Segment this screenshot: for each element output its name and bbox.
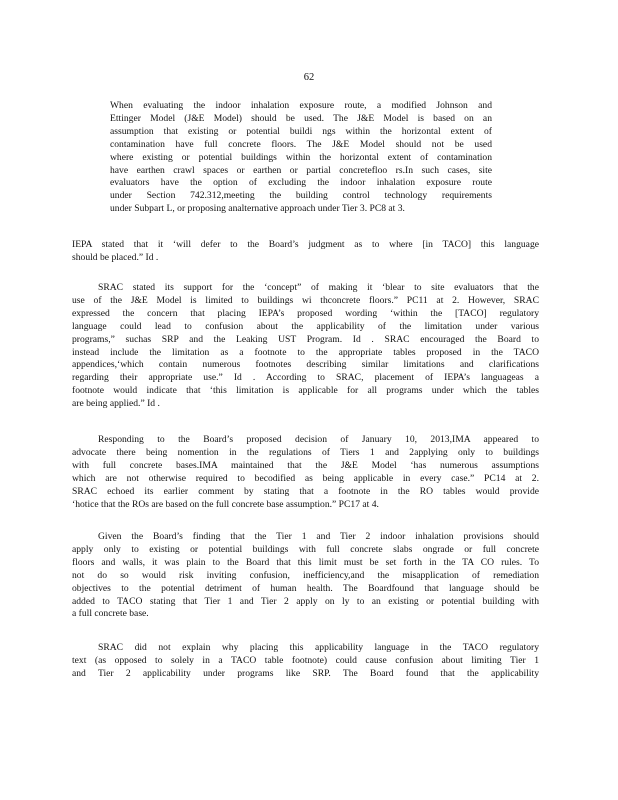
paragraph-board-finding [72, 531, 539, 621]
text-line: under Subpart L, or proposing analternative approach under Tier 3. PC8 at 3. [110, 203, 405, 215]
text-line: have earthen crawl spaces or earthen or partial concretefloo rs.In such cases, site [110, 164, 492, 176]
text-line: apply only to existing or potential buildings with full concrete slabs ongrade or full concrete [72, 543, 539, 555]
text-line: footnote would indicate that ‘this limitation is applicable for all programs under which the tables [72, 385, 539, 397]
text-line: Given the Board’s finding that the Tier 1 and Tier 2 indoor inhalation provisions should [98, 531, 539, 542]
text-line: appendices,‘which contain numerous footnotes describing similar limitations and clarifications [72, 359, 539, 371]
text-line: assumption that existing or potential buildi ngs within the horizontal extent of [110, 125, 492, 137]
text-line: and Tier 2 applicability under programs like SRP. The Board found that the applicability [72, 667, 539, 679]
text-line: Responding to the Board’s proposed decision of January 10, 2013,IMA appeared to [98, 434, 539, 445]
text-line: floors and walls, it was plain to the Board that this limit must be set forth in the TA CO rules. To [72, 556, 539, 568]
text-line: SRAC echoed its earlier comment by stating that a footnote in the RO tables would provide [72, 485, 539, 497]
text-line: with full concrete bases.IMA maintained that the J&E Model ‘has numerous assumptions [72, 459, 539, 471]
text-line: objectives to the potential detriment of human health. The Boardfound that language should be [72, 582, 539, 594]
text-line: use of the J&E Model is limited to buildings wi thconcrete floors.” PC11 at 2. However, SRAC [72, 294, 539, 306]
text-line: Ettinger Model (J&E Model) should be used. The J&E Model is based on an [110, 112, 492, 124]
paragraph-iepa-statement [72, 239, 539, 265]
text-line: ‘hotice that the ROs are based on the full concrete base assumption.” PC17 at 4. [72, 498, 379, 510]
text-line: SRAC did not explain why placing this applicability language in the TACO regulatory [98, 642, 539, 653]
text-line: IEPA stated that it ‘will defer to the Board’s judgment as to where [in TACO] this language [72, 239, 539, 250]
text-line: added to TACO stating that Tier 1 and Tier 2 apply on ly to an existing or potential building with [72, 595, 539, 607]
block-quote [110, 100, 492, 216]
text-line: a full concrete base. [72, 608, 149, 620]
text-line: When evaluating the indoor inhalation exposure route, a modified Johnson and [110, 100, 492, 111]
text-line: programs,” suchas SRP and the Leaking UST Program. Id . SRAC encouraged the Board to [72, 333, 539, 345]
text-line: contamination have full concrete floors. The J&E Model should not be used [110, 138, 492, 150]
text-line: are being applied.” Id . [72, 398, 160, 410]
text-line: where existing or potential buildings within the horizontal extent of contamination [110, 151, 492, 163]
text-line: evaluators have the option of excluding the indoor inhalation exposure route [110, 177, 492, 189]
text-line: SRAC stated its support for the ‘concept” of making it ‘blear to site evaluators that the [98, 282, 539, 293]
paragraph-srac-support [72, 282, 539, 411]
text-line: expressed the concern that placing IEPA’s proposed wording ‘within the [TACO] regulatory [72, 307, 539, 319]
text-line: language could lead to confusion about the applicability of the limitation under various [72, 320, 539, 332]
text-line: instead include the limitation as a footnote to the appropriate tables proposed in the TACO [72, 346, 539, 358]
paragraph-responding [72, 434, 539, 511]
page-number: 62 [303, 72, 315, 83]
text-line: under Section 742.312,meeting the building control technology requirements [110, 190, 492, 202]
paragraph-srac-explanation [72, 642, 539, 681]
text-line: which are not otherwise required to becodified as being applicable in every case.” PC14 at 2. [72, 472, 539, 484]
text-line: not do so would risk inviting confusion, inefficiency,and the misapplication of remediation [72, 569, 539, 581]
text-line: text (as opposed to solely in a TACO table footnote) could cause confusion about limiting Tier 1 [72, 654, 539, 666]
text-line: advocate there being nomention in the regulations of Tiers 1 and 2applying only to buildings [72, 446, 539, 458]
text-line: should be placed.” Id . [72, 251, 159, 263]
text-line: regarding their appropriate use.” Id . According to SRAC, placement of IEPA’s languageas a [72, 372, 539, 384]
